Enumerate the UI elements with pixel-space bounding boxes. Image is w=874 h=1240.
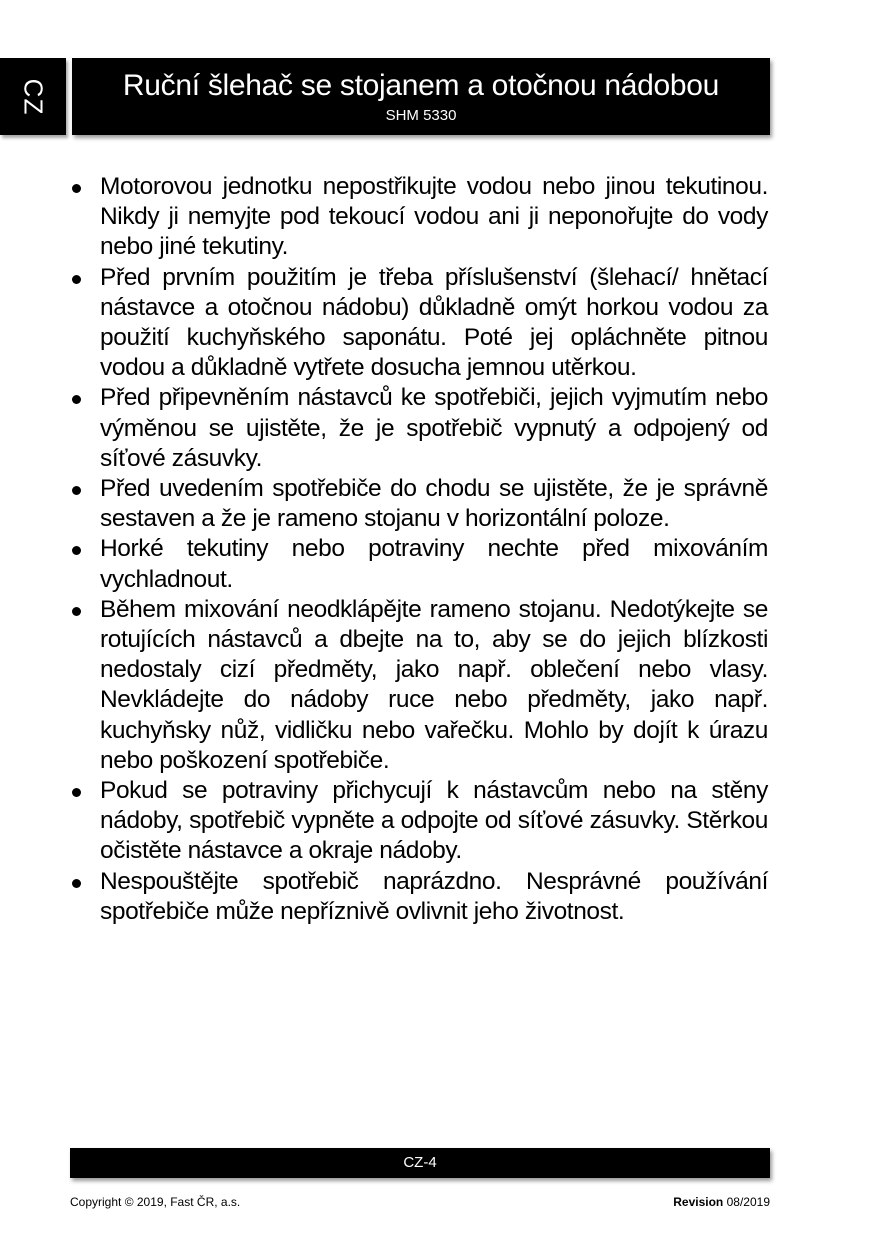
page-title: Ruční šlehač se stojanem a otočnou nádobou <box>122 69 720 102</box>
list-item-text: Před připevněním nástavců ke spotřebiči, jejich vyjmutím nebo výměnou se ujistěte, že je spotřebič vypnutý a odpojený od síťové zásuvky. <box>100 384 768 472</box>
list-item-text: Během mixování neodklápějte rameno stojanu. Nedotýkejte se rotujících nástavců a dbejte na to, aby se do jejich blízkosti nedostaly cizí předměty, jako např. oblečení nebo vlasy. Nevkládejte do nádoby ruce nebo předměty, jako např. kuchyňsky nůž, vidličku nebo vařečku. Mohlo by dojít k úrazu nebo poškození spotřebiče. <box>100 595 768 774</box>
bullet-icon <box>72 275 81 284</box>
list-item-text: Motorovou jednotku nepostřikujte vodou nebo jinou tekutinou. Nikdy ji nemyjte pod tekoucí vodou ani ji neponořujte do vody nebo jiné tekutiny. <box>100 173 768 261</box>
bullet-icon <box>72 879 81 888</box>
list-item-text: Nespouštějte spotřebič naprázdno. Nesprávné používání spotřebiče může nepříznivě ovlivnit jeho životnost. <box>100 867 768 925</box>
list-item-text: Před prvním použitím je třeba příslušenství (šlehací/ hnětací nástavce a otočnou nádobu) důkladně omýt horkou vodou za použití kuchyňského saponátu. Poté jej opláchněte pitnou vodou a důkladně vytřete dosucha jemnou utěrkou. <box>100 263 768 382</box>
bullet-list <box>70 172 768 927</box>
revision-label: Revision <box>673 1195 724 1209</box>
list-item <box>70 534 768 594</box>
title-bar <box>72 58 770 135</box>
list-item <box>70 263 768 384</box>
list-item <box>70 383 768 474</box>
list-item-text: Horké tekutiny nebo potraviny nechte před mixováním vychladnout. <box>100 535 768 593</box>
list-item <box>70 867 768 927</box>
bullet-icon <box>72 486 81 495</box>
bullet-icon <box>72 395 81 404</box>
bullet-icon <box>72 184 81 193</box>
list-item <box>70 776 768 867</box>
list-item-text: Před uvedením spotřebiče do chodu se ujistěte, že je správně sestaven a že je rameno stojanu v horizontální poloze. <box>100 475 768 533</box>
list-item-text: Pokud se potraviny přichycují k nástavcům nebo na stěny nádoby, spotřebič vypněte a odpojte od síťové zásuvky. Stěrkou očistěte nástavce a okraje nádoby. <box>100 777 768 865</box>
revision-date: 08/2019 <box>726 1195 770 1209</box>
language-tab <box>0 58 66 135</box>
list-item <box>70 595 768 776</box>
bullet-icon <box>72 546 81 555</box>
model-number: SHM 5330 <box>385 107 457 124</box>
revision-info <box>673 1195 770 1209</box>
bullet-icon <box>72 788 81 797</box>
list-item <box>70 172 768 263</box>
footer-bar <box>70 1148 770 1178</box>
page-number: CZ-4 <box>403 1154 437 1171</box>
bullet-icon <box>72 607 81 616</box>
language-code: CZ <box>18 78 49 115</box>
list-item <box>70 474 768 534</box>
safety-instructions <box>70 172 768 927</box>
copyright-notice: Copyright © 2019, Fast ČR, a.s. <box>70 1195 241 1209</box>
